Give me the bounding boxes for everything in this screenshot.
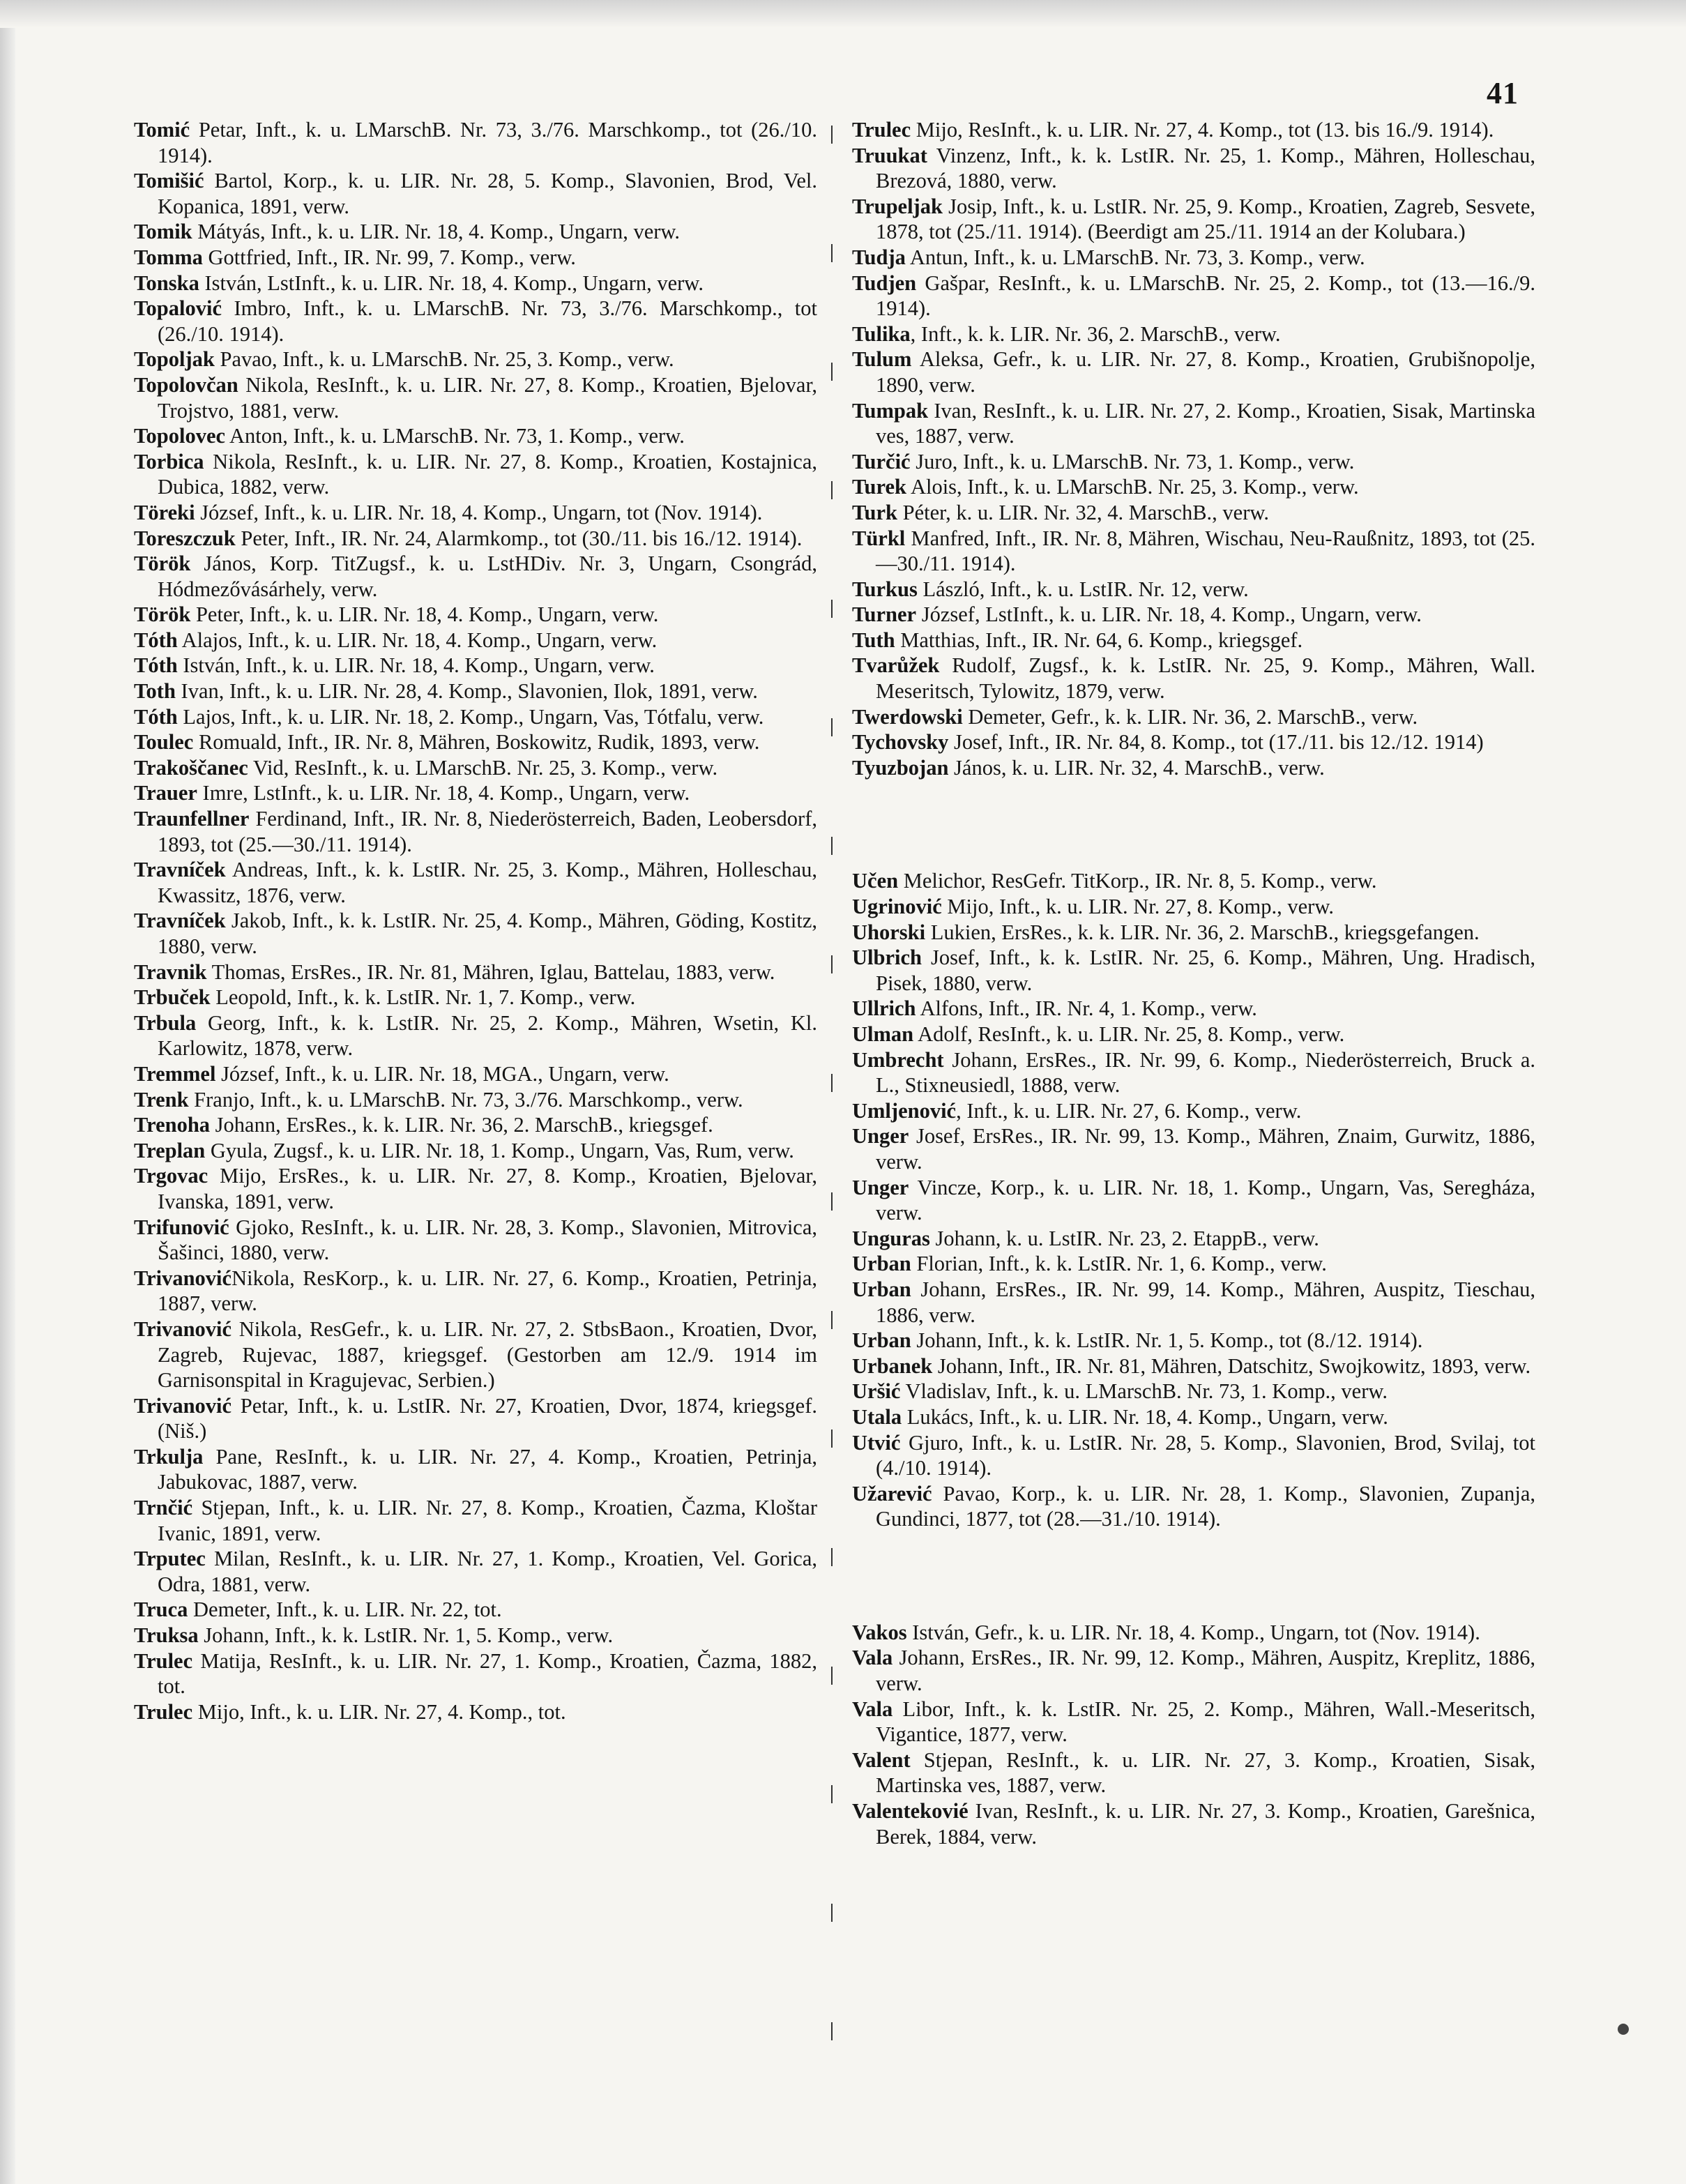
- entry-details: Gjoko, ResInft., k. u. LIR. Nr. 28, 3. Komp., Slavonien, Mitrovica, Šašinci, 1880, verw.: [158, 1215, 817, 1265]
- register-entry: [852, 1175, 1535, 1226]
- register-entry: [852, 398, 1535, 449]
- entry-surname: Töreki: [134, 500, 195, 524]
- register-entry: [134, 500, 817, 526]
- entry-surname: Toreszczuk: [134, 526, 236, 550]
- page-edge-left: [0, 0, 15, 2184]
- entry-surname: Tulika: [852, 321, 911, 346]
- entry-surname: Tychovsky: [852, 730, 949, 754]
- entry-surname: Urban: [852, 1252, 911, 1276]
- group-gap: [852, 1532, 1535, 1620]
- entry-details: Péter, k. u. LIR. Nr. 32, 4. MarschB., verw.: [897, 500, 1270, 524]
- entry-details: Petar, Inft., k. u. LstIR. Nr. 27, Kroatien, Dvor, 1874, kriegsgef. (Niš.): [158, 1393, 817, 1443]
- entry-details: Johann, ErsRes., IR. Nr. 99, 12. Komp., Mähren, Auspitz, Kreplitz, 1886, verw.: [876, 1646, 1535, 1696]
- entry-details: Bartol, Korp., k. u. LIR. Nr. 28, 5. Komp., Slavonien, Brod, Vel. Kopanica, 1891, verw.: [158, 169, 817, 218]
- entry-details: Manfred, Inft., IR. Nr. 8, Mähren, Wischau, Neu-Raußnitz, 1893, tot (25.—30./11. 1914).: [876, 526, 1535, 576]
- entry-surname: Ulman: [852, 1022, 914, 1046]
- entry-details: Imre, LstInft., k. u. LIR. Nr. 18, 4. Komp., Ungarn, verw.: [197, 781, 690, 805]
- entry-details: Johann, Inft., k. k. LstIR. Nr. 1, 5. Komp., verw.: [198, 1623, 614, 1648]
- entry-details: Thomas, ErsRes., IR. Nr. 81, Mähren, Iglau, Battelau, 1883, verw.: [206, 960, 775, 984]
- register-entry: [134, 1648, 817, 1699]
- register-entry: [134, 1112, 817, 1138]
- entry-surname: Tóth: [134, 653, 178, 678]
- entry-details: Melichor, ResGefr. TitKorp., IR. Nr. 8, 5. Komp., verw.: [898, 869, 1377, 893]
- register-entry: [134, 985, 817, 1010]
- register-entry: [134, 526, 817, 552]
- entry-details: Georg, Inft., k. k. LstIR. Nr. 25, 2. Komp., Mähren, Wsetin, Kl. Karlowitz, 1878, verw.: [158, 1010, 817, 1061]
- entry-details: Gottfried, Inft., IR. Nr. 99, 7. Komp., verw.: [202, 245, 576, 269]
- register-entry: [134, 1597, 817, 1623]
- register-entry: [134, 1546, 817, 1597]
- entry-surname: Trnčić: [134, 1496, 193, 1520]
- register-entry: [134, 1393, 817, 1444]
- register-entry: [852, 1798, 1535, 1849]
- entry-surname: Tomma: [134, 245, 203, 269]
- entry-surname: Unger: [852, 1124, 909, 1148]
- entry-surname: Urban: [852, 1277, 911, 1301]
- entries-group-v: [852, 1620, 1535, 1849]
- register-entry: [134, 423, 817, 449]
- register-entry: [852, 1645, 1535, 1696]
- entry-details: , Inft., k. u. LIR. Nr. 27, 6. Komp., verw.: [956, 1098, 1302, 1123]
- entry-details: Ivan, Inft., k. u. LIR. Nr. 28, 4. Komp., Slavonien, Ilok, 1891, verw.: [175, 679, 758, 704]
- entry-surname: Turkus: [852, 577, 918, 601]
- register-entry: [134, 1138, 817, 1164]
- entry-surname: Toth: [134, 679, 176, 704]
- entry-surname: Török: [134, 552, 191, 576]
- register-entry: [134, 1163, 817, 1214]
- entry-surname: Tudjen: [852, 271, 917, 295]
- entry-details: Franjo, Inft., k. u. LMarschB. Nr. 73, 3./76. Marschkomp., verw.: [188, 1087, 743, 1112]
- entry-details: Gjuro, Inft., k. u. LstIR. Nr. 28, 5. Komp., Slavonien, Brod, Svilaj, tot (4./10. 1914).: [876, 1430, 1535, 1480]
- entry-details: József, LstInft., k. u. LIR. Nr. 18, 4. Komp., Ungarn, verw.: [916, 602, 1422, 627]
- entry-details: Libor, Inft., k. k. LstIR. Nr. 25, 2. Komp., Mähren, Wall.-Meseritsch, Vigantice, 1877, verw.: [876, 1697, 1535, 1747]
- entry-details: Vladislav, Inft., k. u. LMarschB. Nr. 73, 1. Komp., verw.: [900, 1379, 1388, 1404]
- entry-surname: Valent: [852, 1747, 911, 1772]
- entry-surname: Travníček: [134, 858, 226, 882]
- entry-details: János, k. u. LIR. Nr. 32, 4. MarschB., verw.: [948, 755, 1325, 780]
- entry-details: Lukien, ErsRes., k. k. LIR. Nr. 36, 2. MarschB., kriegsgefangen.: [925, 920, 1480, 944]
- register-entry: [134, 755, 817, 781]
- entry-details: Vinzenz, Inft., k. k. LstIR. Nr. 25, 1. Komp., Mähren, Holleschau, Brezová, 1880, verw.: [876, 143, 1535, 193]
- entry-details: Stjepan, Inft., k. u. LIR. Nr. 27, 8. Komp., Kroatien, Čazma, Kloštar Ivanic, 1891, verw.: [158, 1496, 817, 1545]
- entry-surname: Umljenović: [852, 1098, 957, 1123]
- register-entry: [852, 628, 1535, 653]
- entry-details: Matija, ResInft., k. u. LIR. Nr. 27, 1. Komp., Kroatien, Čazma, 1882, tot.: [158, 1648, 817, 1699]
- entry-details: Josef, ErsRes., IR. Nr. 99, 13. Komp., Mähren, Znaim, Gurwitz, 1886, verw.: [876, 1124, 1535, 1174]
- entry-surname: Turner: [852, 602, 917, 627]
- register-entry: [852, 1404, 1535, 1430]
- entries-group-u: [852, 868, 1535, 1531]
- register-entry: [852, 1430, 1535, 1481]
- ink-dot: [1618, 2024, 1629, 2035]
- register-entry: [134, 780, 817, 806]
- entry-surname: Tuth: [852, 628, 895, 652]
- register-entry: [134, 296, 817, 347]
- entry-details: Lukács, Inft., k. u. LIR. Nr. 18, 4. Komp., Ungarn, verw.: [902, 1404, 1388, 1429]
- entry-surname: Topolovčan: [134, 372, 238, 397]
- entry-details: Lajos, Inft., k. u. LIR. Nr. 18, 2. Komp., Ungarn, Vas, Tótfalu, verw.: [177, 704, 764, 729]
- entry-surname: Trivanović: [134, 1393, 232, 1418]
- register-entry: [852, 920, 1535, 946]
- entry-details: István, LstInft., k. u. LIR. Nr. 18, 4. Komp., Ungarn, verw.: [199, 271, 704, 295]
- column-separator: [831, 126, 833, 2092]
- register-entry: [852, 271, 1535, 321]
- entry-details: Ferdinand, Inft., IR. Nr. 8, Niederösterreich, Baden, Leobersdorf, 1893, tot (25.—30./11. 1914).: [158, 807, 817, 856]
- register-entry: [852, 996, 1535, 1022]
- register-entry: [852, 474, 1535, 500]
- entry-details: Johann, k. u. LstIR. Nr. 23, 2. EtappB., verw.: [929, 1226, 1319, 1250]
- entry-surname: Trbuček: [134, 985, 211, 1010]
- register-entry: [852, 1098, 1535, 1124]
- entry-surname: Traunfellner: [134, 807, 250, 831]
- entry-surname: Tonska: [134, 271, 199, 295]
- entry-details: Rudolf, Zugsf., k. k. LstIR. Nr. 25, 9. Komp., Mähren, Wall. Meseritsch, Tylowitz, 1879, verw.: [876, 653, 1535, 704]
- entry-details: Nikola, ResInft., k. u. LIR. Nr. 27, 8. Komp., Kroatien, Bjelovar, Trojstvo, 1881, verw.: [158, 372, 817, 423]
- entry-details: József, Inft., k. u. LIR. Nr. 18, MGA., Ungarn, verw.: [215, 1061, 669, 1086]
- register-entry: [134, 1699, 817, 1725]
- entry-details: László, Inft., k. u. LstIR. Nr. 12, verw.: [917, 577, 1249, 601]
- entry-details: Matthias, Inft., IR. Nr. 64, 6. Komp., kriegsgef.: [895, 628, 1303, 652]
- entry-details: Peter, Inft., IR. Nr. 24, Alarmkomp., tot (30./11. bis 16./12. 1914).: [235, 526, 803, 550]
- entry-details: Mátyás, Inft., k. u. LIR. Nr. 18, 4. Komp., Ungarn, verw.: [192, 220, 681, 244]
- entry-surname: Unguras: [852, 1226, 930, 1250]
- entry-surname: Travnik: [134, 960, 207, 984]
- register-entry: [852, 245, 1535, 271]
- register-entry: [134, 1495, 817, 1546]
- entry-details: Milan, ResInft., k. u. LIR. Nr. 27, 1. Komp., Kroatien, Vel. Gorica, Odra, 1881, verw.: [158, 1547, 817, 1596]
- register-entry: [134, 372, 817, 423]
- register-entry: [134, 960, 817, 985]
- entry-surname: Utvić: [852, 1430, 901, 1455]
- register-entry: [134, 271, 817, 296]
- entry-details: Mijo, Inft., k. u. LIR. Nr. 27, 8. Komp., verw.: [941, 895, 1334, 919]
- entry-details: Gašpar, ResInft., k. u. LMarschB. Nr. 25, 2. Komp., tot (13.—16./9. 1914).: [876, 271, 1535, 321]
- register-entry: [852, 1328, 1535, 1353]
- register-entry: [852, 1353, 1535, 1379]
- entry-details: Aleksa, Gefr., k. u. LIR. Nr. 27, 8. Komp., Kroatien, Grubišnopolje, 1890, verw.: [876, 347, 1535, 397]
- register-entry: [852, 1697, 1535, 1747]
- register-entry: [852, 1123, 1535, 1174]
- register-entry: [134, 653, 817, 678]
- register-entry: [134, 449, 817, 500]
- entry-details: Nikola, ResInft., k. u. LIR. Nr. 27, 8. Komp., Kroatien, Kostajnica, Dubica, 1882, verw.: [158, 449, 817, 499]
- register-entry: [134, 1215, 817, 1266]
- entry-details: Romuald, Inft., IR. Nr. 8, Mähren, Boskowitz, Rudik, 1893, verw.: [193, 730, 760, 754]
- entry-surname: Türkl: [852, 526, 906, 550]
- register-entry: [134, 678, 817, 704]
- entry-details: Nikola, ResGefr., k. u. LIR. Nr. 27, 2. StbsBaon., Kroatien, Dvor, Zagreb, Rujevac, 1887, kriegsgef. (Gestorben am 12./9. 1914 im Garnisonspital in Kragujevac, Serbien.): [158, 1317, 817, 1393]
- register-entry: [852, 143, 1535, 194]
- entry-surname: Urbanek: [852, 1353, 933, 1378]
- register-entry: [852, 1251, 1535, 1277]
- register-entry: [134, 347, 817, 372]
- entry-surname: Trupeljak: [852, 194, 943, 218]
- entry-details: Josip, Inft., k. u. LstIR. Nr. 25, 9. Komp., Kroatien, Zagreb, Sesvete, 1878, tot (25./11. 1914). (Beerdigt am 25./11. 1914 an der Kolubara.): [876, 194, 1535, 244]
- entry-surname: Utala: [852, 1404, 902, 1429]
- entry-details: Johann, Inft., k. k. LstIR. Nr. 1, 5. Komp., tot (8./12. 1914).: [911, 1328, 1423, 1353]
- entry-details: Demeter, Inft., k. u. LIR. Nr. 22, tot.: [188, 1598, 502, 1622]
- entry-surname: Valentekovié: [852, 1799, 969, 1823]
- entry-details: Ivan, ResInft., k. u. LIR. Nr. 27, 3. Komp., Kroatien, Garešnica, Berek, 1884, verw.: [876, 1799, 1535, 1849]
- entry-details: Alfons, Inft., IR. Nr. 4, 1. Komp., verw.: [916, 996, 1257, 1021]
- entry-details: Demeter, Gefr., k. k. LIR. Nr. 36, 2. MarschB., verw.: [962, 704, 1418, 729]
- entries-group-t: [852, 117, 1535, 780]
- page-edge-top: [0, 0, 1686, 28]
- entry-surname: Trenk: [134, 1087, 189, 1112]
- entry-surname: Tóth: [134, 628, 178, 652]
- entry-surname: Ugrinović: [852, 895, 942, 919]
- register-entry: [852, 500, 1535, 526]
- entry-surname: Učen: [852, 869, 899, 893]
- entry-surname: Trauer: [134, 781, 197, 805]
- register-entry: [852, 1379, 1535, 1404]
- entry-surname: Trputec: [134, 1547, 206, 1571]
- entry-details: István, Inft., k. u. LIR. Nr. 18, 4. Komp., Ungarn, verw.: [177, 653, 655, 678]
- entry-details: Gyula, Zugsf., k. u. LIR. Nr. 18, 1. Komp., Ungarn, Vas, Rum, verw.: [205, 1138, 794, 1162]
- entry-surname: Treplan: [134, 1138, 206, 1162]
- entry-surname: Unger: [852, 1175, 909, 1199]
- register-entry: [852, 194, 1535, 245]
- entry-surname: Vala: [852, 1646, 893, 1670]
- entry-surname: Trgovac: [134, 1164, 208, 1188]
- entry-details: Anton, Inft., k. u. LMarschB. Nr. 73, 1. Komp., verw.: [225, 424, 685, 448]
- register-entry: [134, 1317, 817, 1393]
- entry-surname: Trulec: [852, 118, 911, 142]
- entry-surname: Toulec: [134, 730, 194, 754]
- register-entry: [134, 1623, 817, 1648]
- entry-surname: Užarević: [852, 1481, 932, 1506]
- entry-details: Pavao, Inft., k. u. LMarschB. Nr. 25, 3. Komp., verw.: [214, 347, 674, 372]
- entry-surname: Trivanović: [134, 1317, 232, 1341]
- register-entry: [852, 347, 1535, 397]
- entry-details: Johann, ErsRes., IR. Nr. 99, 14. Komp., Mähren, Auspitz, Tieschau, 1886, verw.: [876, 1277, 1535, 1327]
- register-entry: [134, 729, 817, 755]
- entry-surname: Trulec: [134, 1699, 193, 1724]
- register-entry: [134, 168, 817, 219]
- entry-surname: Travníček: [134, 909, 226, 933]
- entry-details: Johann, ErsRes., IR. Nr. 99, 6. Komp., Niederösterreich, Bruck a. L., Stixneusiedl, 1888, verw.: [876, 1047, 1535, 1098]
- register-entry: [852, 449, 1535, 475]
- entry-surname: Tomik: [134, 220, 192, 244]
- register-entry: [134, 1444, 817, 1495]
- entry-surname: Torbica: [134, 449, 204, 473]
- entry-details: Antun, Inft., k. u. LMarschB. Nr. 73, 3. Komp., verw.: [905, 245, 1365, 269]
- entry-details: Vincze, Korp., k. u. LIR. Nr. 18, 1. Komp., Ungarn, Vas, Seregháza, verw.: [876, 1175, 1535, 1225]
- register-entry: [134, 628, 817, 653]
- entry-surname: Vakos: [852, 1620, 907, 1644]
- entry-surname: Ullrich: [852, 996, 916, 1021]
- entry-surname: Tudja: [852, 245, 906, 269]
- register-entry: [134, 1266, 817, 1317]
- entry-details: Josef, Inft., IR. Nr. 84, 8. Komp., tot (17./11. bis 12./12. 1914): [948, 730, 1484, 754]
- entry-details: Petar, Inft., k. u. LMarschB. Nr. 73, 3./76. Marschkomp., tot (26./10. 1914).: [158, 118, 817, 167]
- register-entry: [852, 1620, 1535, 1646]
- entry-details: Mijo, Inft., k. u. LIR. Nr. 27, 4. Komp., tot.: [192, 1699, 566, 1724]
- register-entry: [134, 245, 817, 271]
- entry-surname: Tóth: [134, 704, 178, 729]
- page-number: 41: [1487, 76, 1519, 110]
- entry-surname: Truca: [134, 1598, 188, 1622]
- register-entry: [134, 1087, 817, 1113]
- register-entry: [852, 1047, 1535, 1098]
- entry-surname: Uhorski: [852, 920, 926, 944]
- entry-surname: Umbrecht: [852, 1047, 944, 1072]
- entry-surname: Trivanović: [134, 1266, 232, 1290]
- entry-surname: Trulec: [134, 1648, 193, 1673]
- left-column: [134, 117, 817, 1724]
- register-entry: [852, 1747, 1535, 1798]
- register-entry: [134, 1010, 817, 1061]
- entry-surname: Trkulja: [134, 1444, 204, 1469]
- entry-surname: Tumpak: [852, 398, 929, 423]
- entry-surname: Twerdowski: [852, 704, 963, 729]
- entry-surname: Trbula: [134, 1010, 197, 1035]
- group-gap: [852, 780, 1535, 868]
- entry-details: Ivan, ResInft., k. u. LIR. Nr. 27, 2. Komp., Kroatien, Sisak, Martinska ves, 1887, verw.: [876, 398, 1535, 448]
- entry-surname: Topoljak: [134, 347, 215, 372]
- register-entry: [852, 704, 1535, 730]
- entry-surname: Trifunović: [134, 1215, 229, 1239]
- entry-details: Leopold, Inft., k. k. LstIR. Nr. 1, 7. Komp., verw.: [210, 985, 636, 1010]
- register-entry: [134, 1061, 817, 1087]
- entry-details: Imbro, Inft., k. u. LMarschB. Nr. 73, 3./76. Marschkomp., tot (26./10. 1914).: [158, 296, 817, 346]
- entry-surname: Uršić: [852, 1379, 901, 1404]
- register-entry: [852, 894, 1535, 920]
- entry-surname: Tomišić: [134, 169, 204, 193]
- register-entry: [852, 1277, 1535, 1328]
- register-entry: [852, 1022, 1535, 1047]
- entry-surname: Török: [134, 602, 191, 627]
- entry-details: Jakob, Inft., k. k. LstIR. Nr. 25, 4. Komp., Mähren, Göding, Kostitz, 1880, verw.: [158, 909, 817, 958]
- entry-surname: Urban: [852, 1328, 911, 1353]
- register-entry: [852, 321, 1535, 347]
- register-entry: [852, 755, 1535, 781]
- register-entry: [852, 945, 1535, 996]
- right-column: [852, 117, 1535, 1849]
- register-entry: [852, 868, 1535, 894]
- entry-details: Alajos, Inft., k. u. LIR. Nr. 18, 4. Komp., Ungarn, verw.: [177, 628, 658, 652]
- entry-surname: Turčić: [852, 449, 911, 473]
- entry-surname: Truukat: [852, 143, 927, 167]
- entry-surname: Trakoščanec: [134, 755, 248, 780]
- register-entry: [852, 1481, 1535, 1532]
- entry-surname: Trenoha: [134, 1113, 211, 1137]
- entry-details: Johann, ErsRes., k. k. LIR. Nr. 36, 2. MarschB., kriegsgef.: [210, 1113, 713, 1137]
- entry-surname: Tulum: [852, 347, 912, 372]
- register-entry: [852, 653, 1535, 704]
- entry-details: Andreas, Inft., k. k. LstIR. Nr. 25, 3. Komp., Mähren, Holleschau, Kwassitz, 1876, verw.: [158, 858, 817, 907]
- register-entry: [134, 551, 817, 602]
- entry-details: Josef, Inft., k. k. LstIR. Nr. 25, 6. Komp., Mähren, Ung. Hradisch, Pisek, 1880, verw.: [876, 946, 1535, 995]
- entry-details: Stjepan, ResInft., k. u. LIR. Nr. 27, 3. Komp., Kroatien, Sisak, Martinska ves, 1887, verw.: [876, 1747, 1535, 1798]
- entry-surname: Tyuzbojan: [852, 755, 949, 780]
- entry-details: Adolf, ResInft., k. u. LIR. Nr. 25, 8. Komp., verw.: [913, 1022, 1345, 1046]
- register-entry: [852, 602, 1535, 628]
- entry-details: Florian, Inft., k. k. LstIR. Nr. 1, 6. Komp., verw.: [911, 1252, 1327, 1276]
- entry-details: Pane, ResInft., k. u. LIR. Nr. 27, 4. Komp., Kroatien, Petrinja, Jabukovac, 1887, verw.: [158, 1444, 817, 1494]
- entry-details: , Inft., k. k. LIR. Nr. 36, 2. MarschB., verw.: [910, 321, 1281, 346]
- entry-details: Peter, Inft., k. u. LIR. Nr. 18, 4. Komp., Ungarn, verw.: [190, 602, 659, 627]
- entry-details: Alois, Inft., k. u. LMarschB. Nr. 25, 3. Komp., verw.: [906, 475, 1359, 499]
- entry-details: Mijo, ErsRes., k. u. LIR. Nr. 27, 8. Komp., Kroatien, Bjelovar, Ivanska, 1891, verw.: [158, 1164, 817, 1213]
- register-entry: [134, 602, 817, 628]
- register-entry: [852, 526, 1535, 577]
- register-entry: [134, 806, 817, 857]
- entry-surname: Truksa: [134, 1623, 199, 1648]
- entry-surname: Vala: [852, 1697, 893, 1721]
- entry-details: Pavao, Korp., k. u. LIR. Nr. 28, 1. Komp., Slavonien, Zupanja, Gundinci, 1877, tot (28.—31./10. 1914).: [876, 1481, 1535, 1531]
- register-entry: [852, 1226, 1535, 1252]
- entry-surname: Topalović: [134, 296, 222, 321]
- register-entry: [134, 908, 817, 959]
- register-entry: [134, 117, 817, 168]
- register-entry: [134, 219, 817, 245]
- entry-details: János, Korp. TitZugsf., k. u. LstHDiv. Nr. 3, Ungarn, Csongrád, Hódmezővásárhely, verw.: [158, 552, 817, 601]
- register-entry: [852, 729, 1535, 755]
- entry-details: József, Inft., k. u. LIR. Nr. 18, 4. Komp., Ungarn, tot (Nov. 1914).: [195, 500, 763, 524]
- register-entry: [134, 857, 817, 908]
- entry-details: Juro, Inft., k. u. LMarschB. Nr. 73, 1. Komp., verw.: [910, 449, 1355, 473]
- entry-surname: Tomić: [134, 118, 190, 142]
- entry-details: Nikola, ResKorp., k. u. LIR. Nr. 27, 6. Komp., Kroatien, Petrinja, 1887, verw.: [158, 1266, 817, 1316]
- entry-surname: Tremmel: [134, 1061, 216, 1086]
- entry-surname: Turk: [852, 500, 898, 524]
- entry-surname: Ulbrich: [852, 946, 922, 970]
- entry-surname: Tvarůžek: [852, 653, 940, 678]
- entry-surname: Topolovec: [134, 424, 226, 448]
- entry-details: Johann, Inft., IR. Nr. 81, Mähren, Datschitz, Swojkowitz, 1893, verw.: [932, 1353, 1531, 1378]
- entry-details: István, Gefr., k. u. LIR. Nr. 18, 4. Komp., Ungarn, tot (Nov. 1914).: [906, 1620, 1480, 1644]
- entry-details: Mijo, ResInft., k. u. LIR. Nr. 27, 4. Komp., tot (13. bis 16./9. 1914).: [911, 118, 1494, 142]
- register-entry: [134, 704, 817, 730]
- entry-details: Vid, ResInft., k. u. LMarschB. Nr. 25, 3. Komp., verw.: [248, 755, 718, 780]
- register-entry: [852, 117, 1535, 143]
- entry-surname: Turek: [852, 475, 906, 499]
- register-entry: [852, 577, 1535, 602]
